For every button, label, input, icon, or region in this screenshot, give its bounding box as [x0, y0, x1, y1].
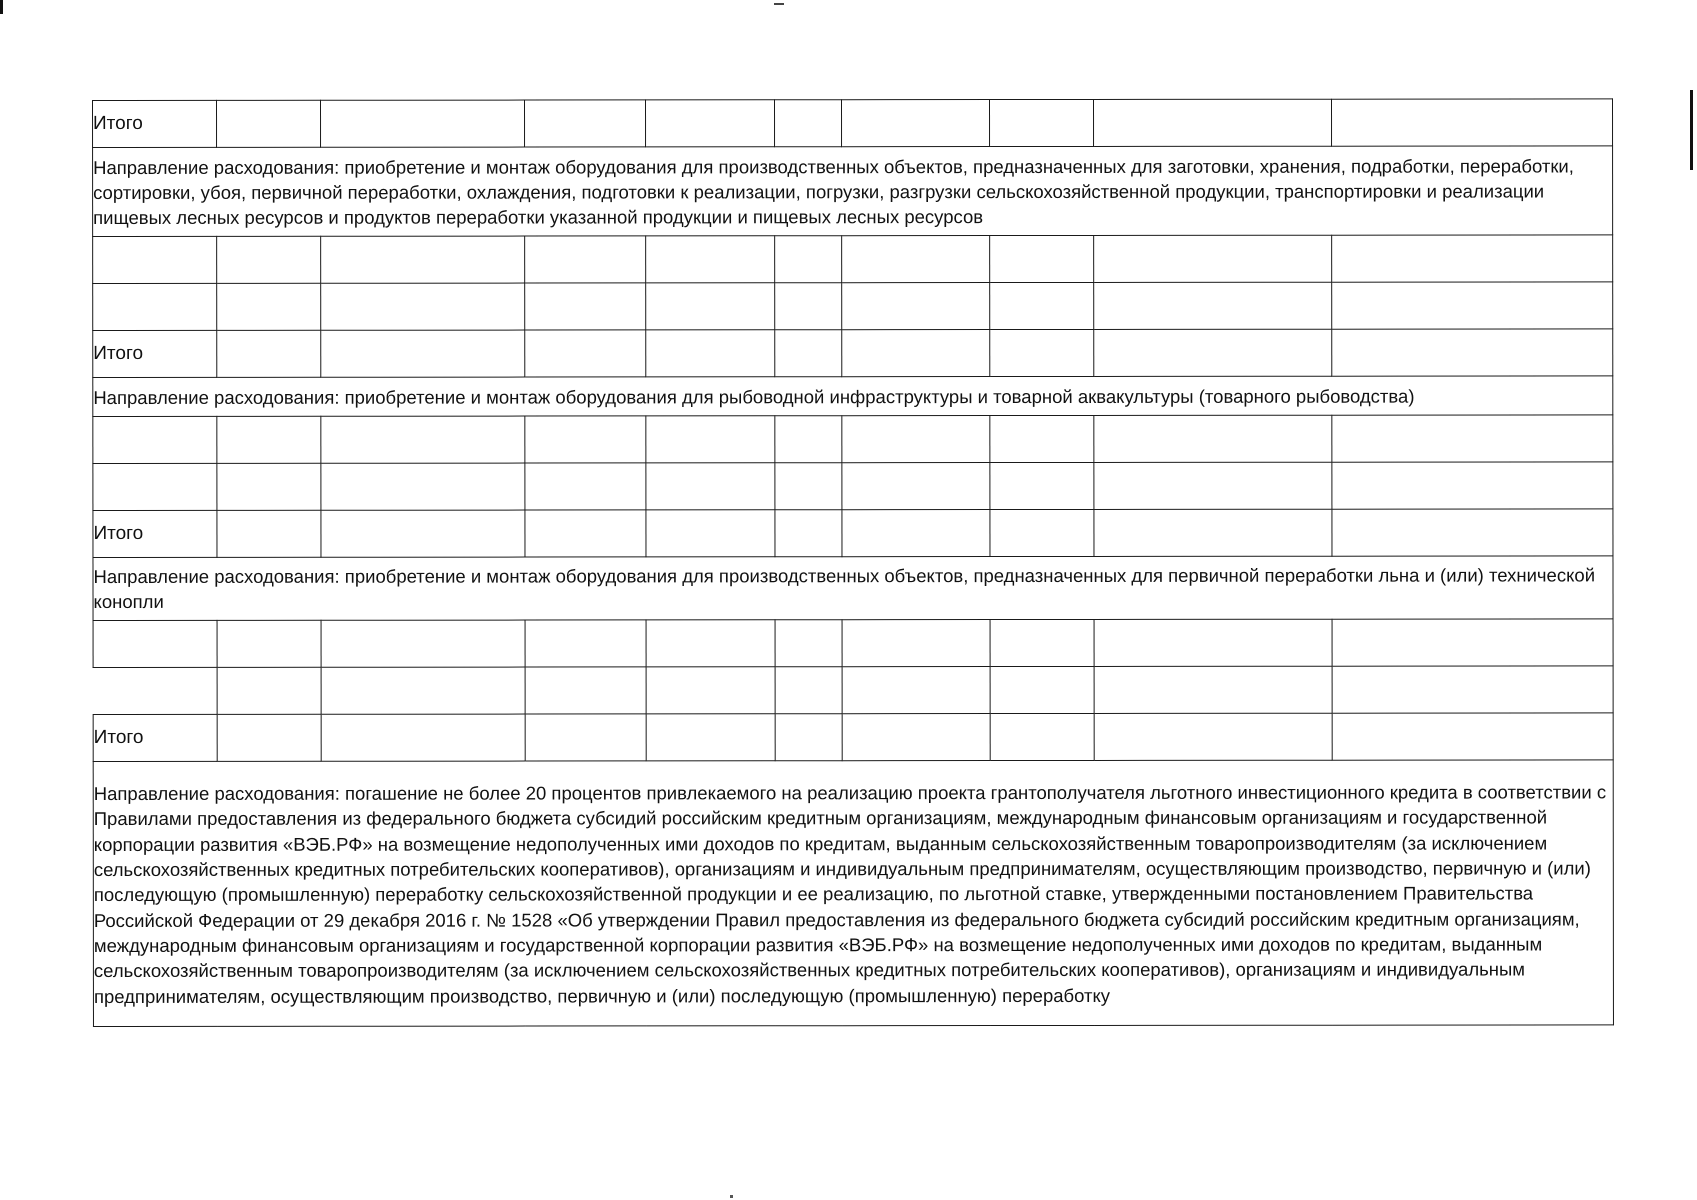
table-cell: [775, 236, 842, 283]
table-cell: [93, 283, 217, 330]
table-cell: [646, 236, 775, 283]
direction-row: [93, 376, 1613, 417]
table-cell: [217, 236, 321, 283]
table-cell: [1094, 329, 1332, 376]
table-cell: [646, 714, 775, 761]
table-cell: [990, 282, 1094, 329]
table-cell: [217, 463, 321, 510]
table-cell: [842, 100, 990, 147]
scan-mark: [774, 3, 784, 5]
table-cell: [217, 714, 321, 761]
table-cell: [217, 667, 321, 714]
table-cell: [990, 415, 1094, 462]
table-cell: [842, 510, 990, 557]
table-cell: [775, 330, 842, 377]
table-cell: [842, 283, 990, 330]
table-cell: [321, 510, 525, 557]
table-cell: [321, 100, 525, 147]
table-cell: [646, 620, 775, 667]
table-cell: [775, 100, 842, 147]
total-label: Итого: [93, 714, 217, 761]
direction-row: [93, 556, 1613, 621]
table-cell: [990, 666, 1094, 713]
table-cell: [1094, 235, 1332, 282]
table-cell: [775, 463, 842, 510]
table-cell: [775, 620, 842, 667]
table-cell: [1332, 713, 1613, 760]
table-cell: [1094, 509, 1332, 556]
table-cell: [525, 330, 646, 377]
table-cell: [646, 416, 775, 463]
table-row: [93, 415, 1613, 464]
table-cell: [646, 510, 775, 557]
table-cell: [646, 100, 775, 147]
table-cell: [775, 510, 842, 557]
table-cell: [321, 330, 525, 377]
table-cell: [990, 713, 1094, 760]
direction-row: [93, 760, 1613, 1027]
table-cell: [217, 283, 321, 330]
table-cell: [990, 619, 1094, 666]
total-label: Итого: [93, 330, 217, 377]
table-cell: [1332, 619, 1613, 666]
table-cell: [1094, 415, 1332, 462]
table-cell: [775, 667, 842, 714]
total-row: [93, 509, 1613, 558]
table-cell: [217, 620, 321, 667]
table-cell: [1094, 99, 1332, 146]
table-cell: [93, 236, 217, 283]
total-row: [93, 713, 1613, 762]
table-cell: [775, 416, 842, 463]
table-cell: [217, 510, 321, 557]
direction-text: Направление расходования: приобретение и монтаж оборудования для производственных объектов, предназначенных для первичной переработки льна и (или) технической конопли: [93, 556, 1613, 621]
scan-mark: [730, 1195, 733, 1198]
table-cell: [217, 100, 321, 147]
direction-text: Направление расходования: приобретение и монтаж оборудования для производственных объектов, предназначенных для заготовки, хранения, подработки, переработки, сортировки, убоя, первичной переработки, охлаждения, подготовки к реализации, погрузки, разгрузки сельскохозяйственной продукции, транспортировки и реализации пищевых лесных ресурсов и продуктов переработки указанной продукции и пищевых лесных ресурсов: [93, 146, 1613, 237]
table-cell: [842, 416, 990, 463]
table-cell: [1094, 462, 1332, 509]
table-cell: [321, 463, 525, 510]
table-cell: [1332, 235, 1613, 282]
table-cell: [1332, 666, 1613, 713]
direction-text: Направление расходования: приобретение и монтаж оборудования для рыбоводной инфраструктуры и товарной аквакультуры (товарного рыбоводства): [93, 376, 1613, 417]
table-cell: [1332, 462, 1613, 509]
table-cell: [525, 510, 646, 557]
table-cell: [1332, 329, 1613, 376]
table-cell: [990, 99, 1094, 146]
table-cell: [1332, 415, 1613, 462]
total-row: [93, 99, 1613, 148]
table-cell: [646, 283, 775, 330]
table-cell: [990, 462, 1094, 509]
table-cell: [646, 463, 775, 510]
table-cell: [842, 667, 990, 714]
table-cell: [842, 714, 990, 761]
table-cell: [321, 620, 525, 667]
table-row: [93, 619, 1613, 668]
table-cell: [93, 667, 217, 714]
table-cell: [321, 667, 525, 714]
table-cell: [775, 714, 842, 761]
table-cell: [321, 283, 525, 330]
table-row: [93, 462, 1613, 511]
table-cell: [842, 620, 990, 667]
table-cell: [842, 463, 990, 510]
table-cell: [525, 283, 646, 330]
table-cell: [321, 714, 525, 761]
table-cell: [1331, 99, 1612, 146]
direction-row: [93, 146, 1613, 237]
table-cell: [321, 416, 525, 463]
table-cell: [525, 620, 646, 667]
table-cell: [1332, 282, 1613, 329]
table-cell: [990, 509, 1094, 556]
expense-table: [92, 98, 1614, 1027]
table-cell: [1094, 666, 1332, 713]
table-cell: [525, 463, 646, 510]
table-cell: [525, 714, 646, 761]
table-cell: [217, 330, 321, 377]
table-cell: [842, 330, 990, 377]
table-cell: [990, 329, 1094, 376]
table-cell: [1094, 713, 1332, 760]
table-row: [93, 235, 1613, 284]
table-cell: [842, 236, 990, 283]
table-cell: [525, 667, 646, 714]
direction-text: Направление расходования: погашение не более 20 процентов привлекаемого на реализацию проекта грантополучателя льготного инвестиционного кредита в соответствии с Правилами предоставления из федерального бюджета субсидий российским кредитным организациям, международным финансовым организациям и государственной корпорации развития «ВЭБ.РФ» на возмещение недополученных ими доходов по кредитам, выданным сельскохозяйственным товаропроизводителям (за исключением сельскохозяйственных кредитных потребительских кооперативов), организациям и индивидуальным предпринимателям, осуществляющим производство, первичную и (или) последующую (промышленную) переработку сельскохозяйственной продукции и ее реализацию, по льготной ставке, утвержденными постановлением Правительства Российской Федерации от 29 декабря 2016 г. № 1528 «Об утверждении Правил предоставления из федерального бюджета субсидий российским кредитным организациям, международным финансовым организациям и государственной корпорации развития «ВЭБ.РФ» на возмещение недополученных ими доходов по кредитам, выданным сельскохозяйственным товаропроизводителям (за исключением сельскохозяйственных кредитных потребительских кооперативов), организациям и индивидуальным предпринимателям, осуществляющим производство, первичную и (или) последующую (промышленную) переработку: [93, 760, 1613, 1027]
table-cell: [1332, 509, 1613, 556]
table-cell: [93, 463, 217, 510]
table-row: [93, 282, 1613, 331]
total-row: [93, 329, 1613, 378]
table-cell: [217, 416, 321, 463]
table-cell: [1094, 619, 1332, 666]
table-cell: [775, 283, 842, 330]
total-label: Итого: [93, 510, 217, 557]
table-cell: [525, 236, 646, 283]
scan-mark: [0, 0, 3, 14]
table-cell: [1094, 282, 1332, 329]
scan-mark: [1690, 90, 1693, 170]
table-cell: [646, 330, 775, 377]
table-cell: [321, 236, 525, 283]
table-cell: [990, 235, 1094, 282]
table-cell: [646, 667, 775, 714]
table-cell: [525, 416, 646, 463]
table-row: [93, 666, 1613, 715]
table-cell: [525, 100, 646, 147]
table-cell: [93, 416, 217, 463]
total-label: Итого: [93, 100, 217, 147]
table-cell: [93, 620, 217, 667]
